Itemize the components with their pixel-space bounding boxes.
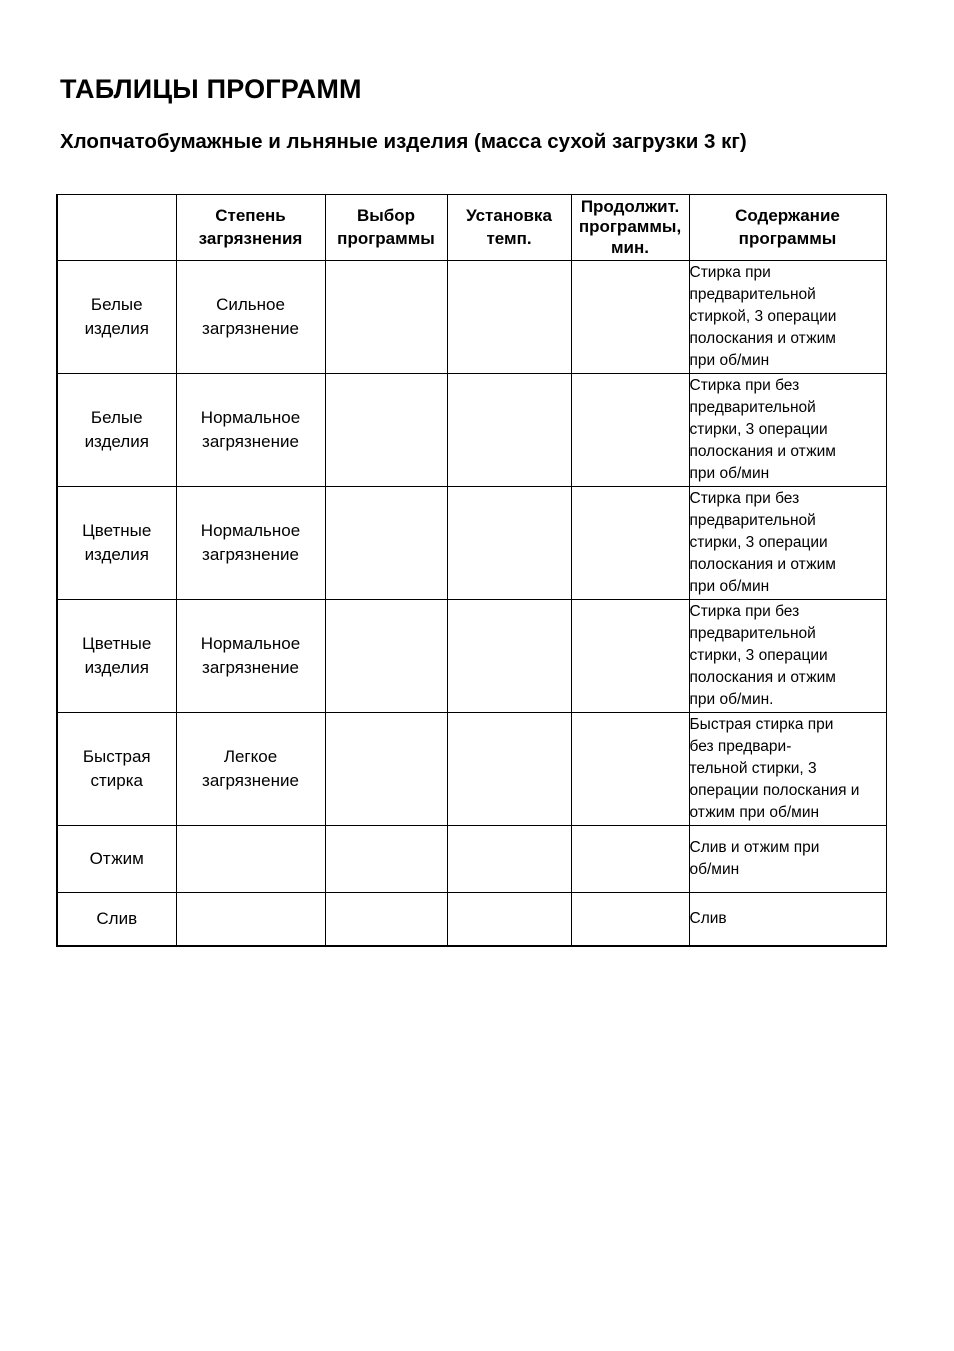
header-soil-degree: Степень загрязнения (176, 195, 325, 261)
header-item (57, 195, 176, 261)
cell-item: Цветные изделия (57, 600, 176, 713)
cell-temp (447, 600, 571, 713)
cell-content: Стирка при без предварительной стирки, 3 операции полоскания и отжим при об/мин. (689, 600, 886, 713)
cell-soil: Сильное загрязнение (176, 261, 325, 374)
cell-content: Стирка при без предварительной стирки, 3 операции полоскания и отжим при об/мин (689, 374, 886, 487)
cell-content: Слив и отжим при об/мин (689, 826, 886, 893)
cell-program (325, 487, 447, 600)
cell-item: Белые изделия (57, 261, 176, 374)
page-title: ТАБЛИЦЫ ПРОГРАММ (60, 74, 362, 104)
cell-soil: Нормальное загрязнение (176, 600, 325, 713)
table-header-row (57, 195, 886, 261)
cell-temp (447, 713, 571, 826)
cell-content: Стирка при предварительной стиркой, 3 операции полоскания и отжим при об/мин (689, 261, 886, 374)
cell-program (325, 261, 447, 374)
cell-item: Быстрая стирка (57, 713, 176, 826)
cell-program (325, 826, 447, 893)
cell-temp (447, 261, 571, 374)
header-program-content: Содержание программы (689, 195, 886, 261)
header-temp-setting: Установка темп. (447, 195, 571, 261)
cell-program (325, 713, 447, 826)
cell-soil (176, 893, 325, 946)
cell-item: Отжим (57, 826, 176, 893)
header-program-choice: Выбор программы (325, 195, 447, 261)
cell-soil: Нормальное загрязнение (176, 487, 325, 600)
cell-duration (571, 487, 689, 600)
table-row (57, 893, 886, 946)
table-row (57, 713, 886, 826)
table-row (57, 487, 886, 600)
cell-temp (447, 487, 571, 600)
table-row (57, 261, 886, 374)
cell-temp (447, 893, 571, 946)
table-row (57, 600, 886, 713)
table-row (57, 826, 886, 893)
cell-program (325, 374, 447, 487)
cell-content: Слив (689, 893, 886, 946)
cell-program (325, 893, 447, 946)
cell-item: Белые изделия (57, 374, 176, 487)
cell-duration (571, 713, 689, 826)
cell-temp (447, 826, 571, 893)
cell-soil: Легкое загрязнение (176, 713, 325, 826)
cell-content: Стирка при без предварительной стирки, 3 операции полоскания и отжим при об/мин (689, 487, 886, 600)
cell-duration (571, 826, 689, 893)
cell-temp (447, 374, 571, 487)
header-duration: Продолжит. программы, мин. (571, 195, 689, 261)
cell-duration (571, 261, 689, 374)
cell-duration (571, 374, 689, 487)
page-subtitle: Хлопчатобумажные и льняные изделия (масса сухой загрузки 3 кг) (60, 130, 747, 153)
cell-duration (571, 600, 689, 713)
cell-duration (571, 893, 689, 946)
cell-program (325, 600, 447, 713)
cell-item: Слив (57, 893, 176, 946)
cell-soil: Нормальное загрязнение (176, 374, 325, 487)
cell-soil (176, 826, 325, 893)
table-row (57, 374, 886, 487)
cell-content: Быстрая стирка при без предвари- тельной стирки, 3 операции полоскания и отжим при об/мин (689, 713, 886, 826)
program-table (56, 194, 887, 947)
cell-item: Цветные изделия (57, 487, 176, 600)
